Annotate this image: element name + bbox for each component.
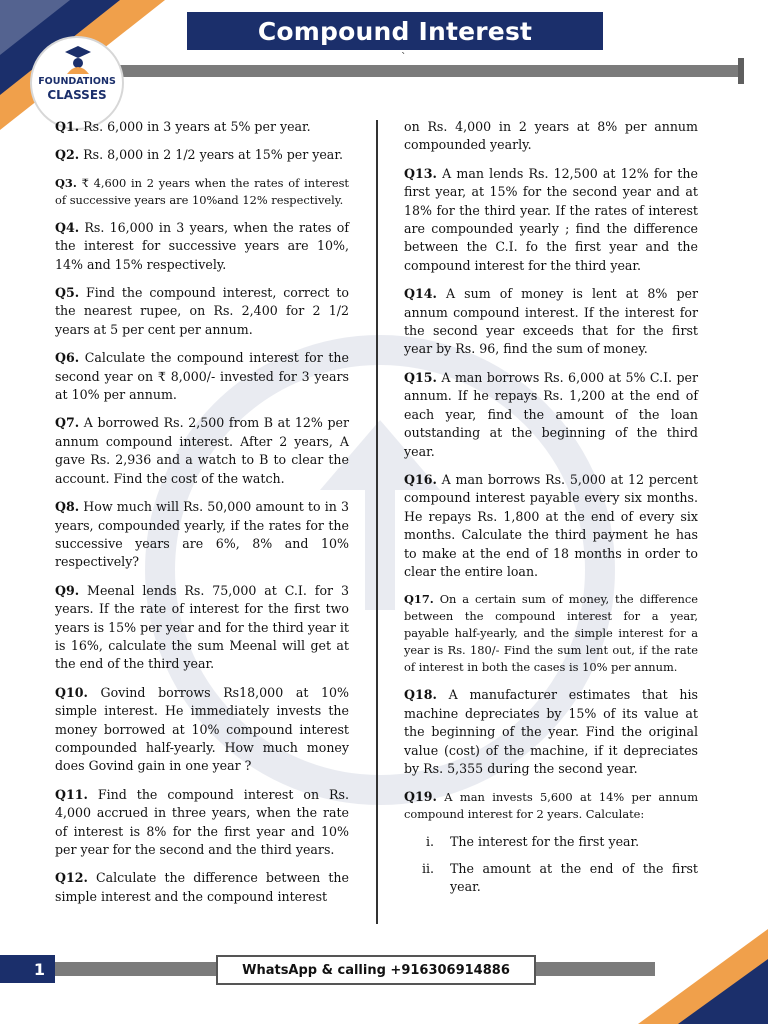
- foundations-classes-logo: [30, 36, 124, 130]
- question-q14: Q14. A sum of money is lent at 8% per annum compound interest. If the interest for the second year exceeds that for the first year by Rs. 96, find the sum of money.: [404, 286, 698, 357]
- question-q17: Q17. On a certain sum of money, the difference between the compound interest for a year, payable half-yearly, and the simple interest for a year is Rs. 180/- Find the sum lent out, if the rate of interest in both the cases is 10% per annum.: [404, 592, 698, 675]
- column-divider: [376, 120, 378, 924]
- question-q10: Q10. Govind borrows Rs18,000 at 10% simple interest. He immediately invests the money borrowed at 10% compound interest compounded half-yearly. How much money does Govind gain in one year ?: [55, 684, 349, 774]
- header-bar: [62, 65, 740, 77]
- question-q7: Q7. A borrowed Rs. 2,500 from B at 12% per annum compound interest. After 2 years, A gave Rs. 2,936 and a watch to B to clear the account. Find the cost of the watch.: [55, 415, 349, 486]
- question-q12-continued: on Rs. 4,000 in 2 years at 8% per annum compounded yearly.: [404, 119, 698, 153]
- contact-info: WhatsApp & calling +916306914886: [216, 955, 536, 985]
- graduate-icon: [65, 46, 91, 74]
- question-q12: Q12. Calculate the difference between the simple interest and the compound interest: [55, 870, 349, 904]
- logo-line-2: CLASSES: [47, 88, 107, 102]
- question-q18: Q18. A manufacturer estimates that his machine depreciates by 15% of its value at the beginning of the year. Find the original value (cost) of the machine, if it depreciates by Rs. 5,355 during the second year.: [404, 687, 698, 776]
- question-q2: Q2. Rs. 8,000 in 2 1/2 years at 15% per year.: [55, 147, 343, 163]
- page-number: 1: [0, 955, 55, 983]
- question-q11: Q11. Find the compound interest on Rs. 4,000 accrued in three years, when the rate of interest is 8% for the first year and 10% per year for the second and the third years.: [55, 786, 349, 857]
- logo-line-1: FOUNDATIONS: [38, 76, 116, 87]
- question-q9: Q9. Meenal lends Rs. 75,000 at C.I. for 3 years. If the rate of interest for the first two years is 15% per year and for the third year it is 16%, calculate the sum Meenal will get at the end of the third year.: [55, 582, 349, 672]
- left-column: [55, 118, 349, 916]
- corner-decoration-bottom-right: [638, 929, 768, 1024]
- question-q1: Q1. Rs. 6,000 in 3 years at 5% per year.: [55, 119, 311, 134]
- header-bar-end-cap: [738, 58, 744, 84]
- right-column: [404, 118, 698, 905]
- question-q19: Q19. A man invests 5,600 at 14% per annum compound interest for 2 years. Calculate:: [404, 789, 699, 822]
- question-q4: Q4. Rs. 16,000 in 3 years, when the rates of the interest for successive years are 10%, 14% and 15% respectively.: [55, 219, 349, 272]
- q19-part-i: i. The interest for the first year.: [425, 834, 640, 850]
- question-q13: Q13. A man lends Rs. 12,500 at 12% for the first year, at 15% for the second year and at 18% for the third year. If the rates of interest are compounded yearly ; find the difference between the C.I. fo the first year and the compound interest for the third year.: [404, 165, 698, 273]
- question-q3: Q3. ₹ 4,600 in 2 years when the rates of interest of successive years are 10%and 12% respectively.: [55, 175, 349, 207]
- title-tick-mark: `: [401, 51, 407, 64]
- question-q15: Q15. A man borrows Rs. 6,000 at 5% C.I. per annum. If he repays Rs. 1,200 at the end of each year, find the amount of the loan outstanding at the beginning of the third year.: [404, 369, 698, 459]
- question-q6: Q6. Calculate the compound interest for the second year on ₹ 8,000/- invested for 3 years at 10% per annum.: [55, 350, 349, 403]
- question-q5: Q5. Find the compound interest, correct to the nearest rupee, on Rs. 2,400 for 2 1/2 years at 5 per cent per annum.: [55, 285, 349, 337]
- q19-part-ii: ii. The amount at the end of the first year.: [421, 860, 698, 895]
- question-q8: Q8. How much will Rs. 50,000 amount to in 3 years, compounded yearly, if the rates for the successive years are 6%, 8% and 10% respectively?: [55, 499, 349, 570]
- page-title: Compound Interest: [187, 12, 603, 50]
- question-q16: Q16. A man borrows Rs. 5,000 at 12 percent compound interest payable every six months. He repays Rs. 1,800 at the end of every six months. Calculate the third payment he has to make at the end of 18 months in order to clear the entire loan.: [404, 471, 698, 579]
